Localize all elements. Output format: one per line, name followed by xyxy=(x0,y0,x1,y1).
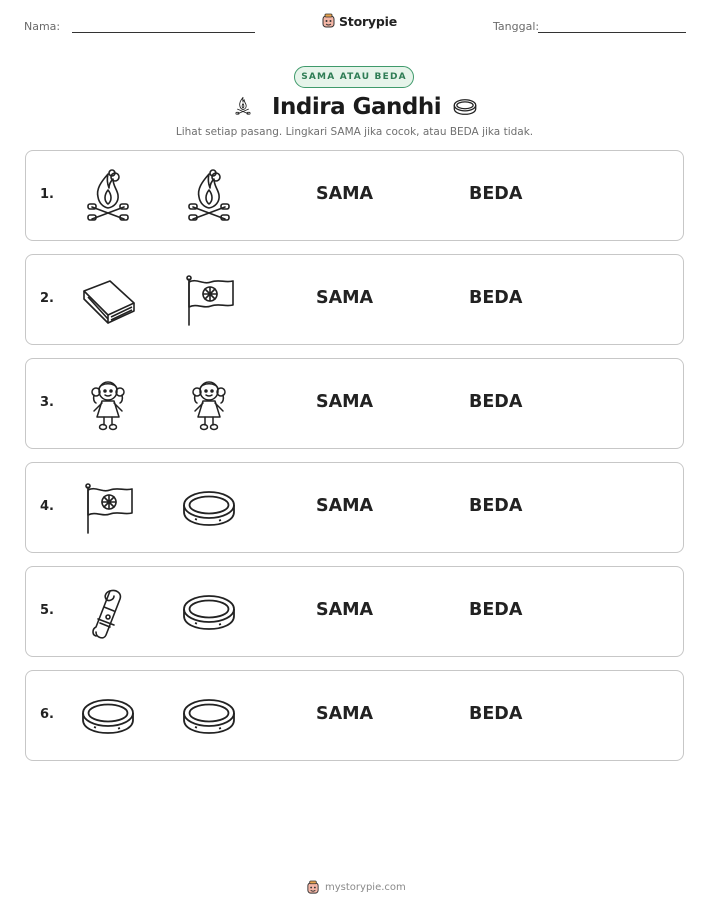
question-number: 5. xyxy=(40,603,54,618)
storypie-mascot-icon xyxy=(306,880,320,895)
question-row xyxy=(25,670,684,761)
campfire-icon xyxy=(181,169,237,225)
book-icon xyxy=(80,273,136,329)
option-same[interactable]: SAMA xyxy=(316,496,374,516)
question-number: 2. xyxy=(40,291,54,306)
bangle-icon xyxy=(181,689,237,745)
bangle-icon xyxy=(450,95,480,119)
campfire-icon xyxy=(232,92,254,120)
footer xyxy=(306,880,406,895)
option-different[interactable]: BEDA xyxy=(469,496,523,516)
question-row xyxy=(25,566,684,657)
question-row xyxy=(25,254,684,345)
question-number: 3. xyxy=(40,395,54,410)
question-number: 6. xyxy=(40,707,54,722)
option-different[interactable]: BEDA xyxy=(469,600,523,620)
doll-icon xyxy=(181,377,237,433)
name-label: Nama: xyxy=(24,20,61,33)
option-same[interactable]: SAMA xyxy=(316,184,374,204)
question-row xyxy=(25,150,684,241)
activity-badge: SAMA ATAU BEDA xyxy=(294,66,414,88)
option-same[interactable]: SAMA xyxy=(316,288,374,308)
brand-name: Storypie xyxy=(339,13,397,29)
bangle-icon xyxy=(80,689,136,745)
scroll-icon xyxy=(80,585,136,641)
option-different[interactable]: BEDA xyxy=(469,288,523,308)
date-label: Tanggal: xyxy=(493,20,540,33)
question-row xyxy=(25,358,684,449)
flag-icon xyxy=(80,481,136,537)
instructions-text: Lihat setiap pasang. Lingkari SAMA jika cocok, atau BEDA jika tidak. xyxy=(175,126,534,138)
question-number: 4. xyxy=(40,499,54,514)
brand-logo xyxy=(321,13,397,29)
worksheet-title: Indira Gandhi xyxy=(272,94,442,120)
option-different[interactable]: BEDA xyxy=(469,392,523,412)
option-same[interactable]: SAMA xyxy=(316,392,374,412)
option-different[interactable]: BEDA xyxy=(469,704,523,724)
option-same[interactable]: SAMA xyxy=(316,600,374,620)
date-field[interactable] xyxy=(538,32,686,33)
footer-url[interactable]: mystorypie.com xyxy=(325,882,406,893)
doll-icon xyxy=(80,377,136,433)
bangle-icon xyxy=(181,585,237,641)
bangle-icon xyxy=(181,481,237,537)
campfire-icon xyxy=(80,169,136,225)
option-same[interactable]: SAMA xyxy=(316,704,374,724)
question-row xyxy=(25,462,684,553)
flag-icon xyxy=(181,273,237,329)
name-field[interactable] xyxy=(72,32,255,33)
question-number: 1. xyxy=(40,187,54,202)
option-different[interactable]: BEDA xyxy=(469,184,523,204)
storypie-mascot-icon xyxy=(321,13,336,29)
